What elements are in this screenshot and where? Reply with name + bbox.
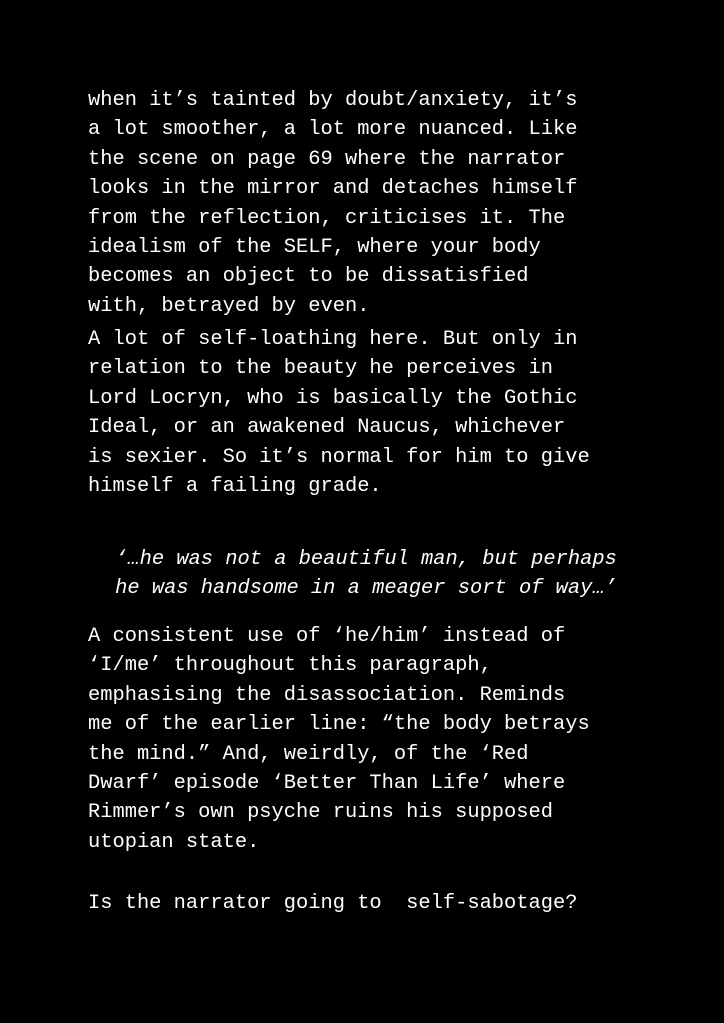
- body-paragraph-2: A lot of self-loathing here. But only in relation to the beauty he perceives in Lord Locryn, who is basically the Gothic Ideal, or an awakened Naucus, whichever is sexier. So it’s normal for him to give himself a failing grade.: [88, 328, 590, 499]
- body-paragraph-4: Is the narrator going to self-sabotage?: [88, 892, 578, 915]
- body-paragraph-1: when it’s tainted by doubt/anxiety, it’s a lot smoother, a lot more nuanced. Like the scene on page 69 where the narrator looks in the mirror and detaches himself from the reflection, criticises it. The idealism of the SELF, where your body becomes an object to be dissatisfied with, betrayed by even.: [88, 89, 578, 318]
- body-paragraph-3: A consistent use of ‘he/him’ instead of ‘I/me’ throughout this paragraph, emphasising the disassociation. Reminds me of the earlier line: “the body betrays the mind.” And, weirdly, of the ‘Red Dwarf’ episode ‘Better Than Life’ where Rimmer’s own psyche ruins his supposed utopian state.: [88, 625, 590, 854]
- pull-quote: ‘…he was not a beautiful man, but perhaps he was handsome in a meager sort of way…’: [115, 548, 617, 601]
